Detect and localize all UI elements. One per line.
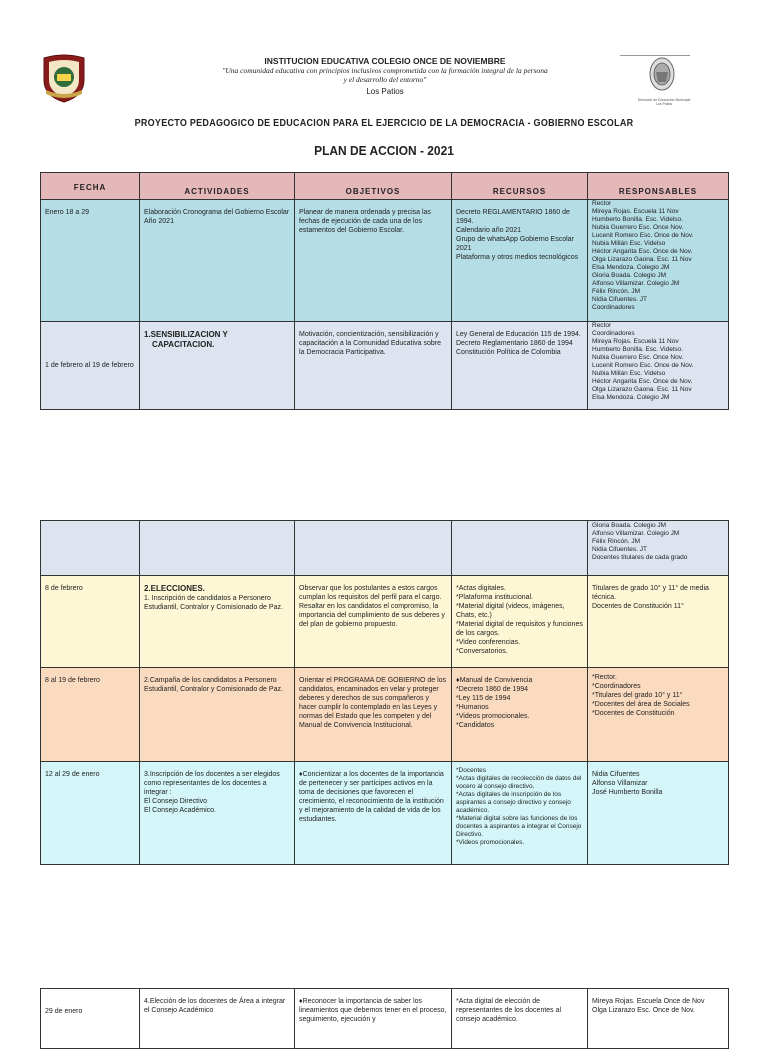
objetivo-cell (295, 521, 452, 576)
actividad-cell: 2.Campaña de los candidatos a Personero Estudiantil, Contralor y Comisionado de Paz. (140, 668, 295, 762)
list-item: *Material digital (videos, imágenes, Chats, etc.) (456, 603, 565, 619)
objetivo-cell: ♦Concientizar a los docentes de la importancia de pertenecer y ser partícipes activos en la toma de decisiones que favorecen el crecimiento, el reconocimiento de la institución y el mejoramiento de la calidad de vida de los estudiantes. (295, 762, 452, 865)
list-item: Rector (592, 200, 612, 207)
section-title: CAPACITACION. (152, 340, 215, 349)
plan-title: PLAN DE ACCION - 2021 (314, 143, 454, 158)
actividad-cell: Elaboración Cronograma del Gobierno Escolar Año 2021 (140, 200, 295, 322)
list-item: Coordinadores (592, 304, 635, 311)
table-row (41, 989, 729, 1049)
list-item: José Humberto Bonilla (592, 789, 663, 796)
fecha-cell: 8 de febrero (41, 576, 140, 668)
list-item: Calendario año 2021 (456, 227, 521, 234)
list-item: Alfonso Villamizar (592, 780, 648, 787)
responsables-cell (588, 668, 729, 762)
list-item: Mireya Rojas. Escuela 11 Nov (592, 208, 679, 215)
list-item: *Docentes (456, 767, 486, 774)
list-item: Docentes de Constitución 11° (592, 603, 684, 610)
list-item: Héctor Angarita Esc. Once de Nov. (592, 248, 693, 255)
list-item: *Actas digitales de recolección de datos del vocero al consejo directivo. (456, 775, 582, 790)
table-row (41, 576, 729, 668)
recursos-cell (452, 668, 588, 762)
list-item: ♦Manual de Convivencia (456, 677, 533, 684)
list-item: Gloria Boada. Colegio JM (592, 272, 667, 279)
list-item: Nubia Guerrero Esc. Once Nov. (592, 354, 684, 361)
list-item: Nidia Cifuentes. JT (592, 296, 647, 303)
action-plan-table-2 (40, 520, 729, 865)
list-item: *Material digital de requisitos y funciones de los cargos. (456, 621, 583, 637)
list-item: Constitución Política de Colombia (456, 349, 561, 356)
list-item: Nidia Cifuentes. JT (592, 546, 647, 553)
fecha-cell (41, 521, 140, 576)
responsables-cell (588, 521, 729, 576)
list-item: *Candidatos (456, 722, 495, 729)
actividad-text: El Consejo Directivo (144, 798, 208, 805)
action-plan-table-3 (40, 988, 729, 1049)
objetivo-cell: Motivación, concientización, sensibilización y capacitación a la Comunidad Educativa sobre la Democracia Participativa. (295, 322, 452, 410)
actividad-text: 1. Inscripción de candidatos a Personero Estudiantil, Contralor y Comisionado de Paz. (144, 595, 283, 611)
list-item: Lucenit Romero Esc. Once de Nov. (592, 232, 694, 239)
list-item: Olga Lizarazo Esc. Once de Nov. (592, 1007, 695, 1014)
actividad-cell (140, 322, 295, 410)
section-title: 2.ELECCIONES. (144, 584, 205, 593)
table-row (41, 668, 729, 762)
list-item: *Docentes de Constitución (592, 710, 675, 717)
column-header-fecha: FECHA (41, 173, 140, 200)
action-plan-table-1 (40, 172, 729, 410)
objetivo-cell: Orientar el PROGRAMA DE GOBIERNO de los candidatos, encaminados en velar y proteger deberes y derechos de sus compañeros y hacer cumplir lo contemplado en las Leyes y normas del Estado que les competen y del Manual de Convivencia Institucional. (295, 668, 452, 762)
recursos-cell (452, 576, 588, 668)
list-item: Elsa Mendoza. Colegio JM (592, 264, 670, 271)
responsables-cell (588, 762, 729, 865)
list-item: Nubia Millán Esc. Videlso (592, 240, 666, 247)
school-crest-logo (40, 52, 88, 104)
fecha-cell: Enero 18 a 29 (41, 200, 140, 322)
fecha-cell: 8 al 19 de febrero (41, 668, 140, 762)
list-item: Nidia Cifuentes (592, 771, 640, 778)
list-item: *Decreto 1860 de 1994 (456, 686, 528, 693)
municipal-education-seal (638, 52, 686, 104)
institution-motto (150, 66, 620, 84)
responsables-cell (588, 989, 729, 1049)
list-item: Alfonso Villamizar. Colegio JM (592, 280, 680, 287)
list-item: Rector (592, 322, 612, 329)
project-title: PROYECTO PEDAGOGICO DE EDUCACION PARA EL EJERCICIO DE LA DEMOCRACIA - GOBIERNO ESCOLAR (134, 118, 634, 129)
list-item: *Docentes del área de Sociales (592, 701, 690, 708)
list-item: Decreto REGLAMENTARIO 1860 de 1994. (456, 209, 570, 225)
list-item: *Rector. (592, 674, 617, 681)
list-item: Olga Lizarazo Gaona. Esc. 11 Nov (592, 256, 692, 263)
list-item: Alfonso Villamizar. Colegio JM (592, 530, 680, 537)
list-item: Decreto Reglamentario 1860 de 1994 (456, 340, 573, 347)
actividad-cell (140, 521, 295, 576)
column-header-responsables: RESPONSABLES (588, 173, 729, 200)
city-name: Los Patios (366, 87, 404, 96)
list-item: Docentes titulares de cada grado (592, 554, 688, 561)
right-logo-caption: Dirección de Educación Municipal Los Patios (637, 98, 691, 106)
list-item: *Conversatorios. (456, 648, 508, 655)
actividad-text: El Consejo Académico. (144, 807, 216, 814)
list-item: Lucenit Romero Esc. Once de Nov. (592, 362, 694, 369)
responsables-cell (588, 322, 729, 410)
list-item: Nubia Millán Esc. Videlso (592, 370, 666, 377)
list-item: Ley General de Educación 115 de 1994. (456, 331, 581, 338)
list-item: Nubia Guerrero Esc. Once Nov. (592, 224, 684, 231)
list-item: *Titulares del grado 10° y 11° (592, 692, 683, 699)
section-title: 1.SENSIBILIZACION Y (144, 330, 228, 339)
list-item: *Videos promocionales. (456, 839, 525, 846)
list-item: *Plataforma institucional. (456, 594, 534, 601)
actividad-cell (140, 576, 295, 668)
list-item: Grupo de whatsApp Gobierno Escolar 2021 (456, 236, 574, 252)
objetivo-cell: Observar que los postulantes a estos cargos cumplan los requisitos del perfil para el cargo. Resaltar en los candidatos el compromiso, la importancia del cumplimiento de sus deberes y del plan de gobierno propuesto. (295, 576, 452, 668)
fecha-cell: 12 al 29 de enero (41, 762, 140, 865)
table-row (41, 762, 729, 865)
list-item: Humberto Bonilla. Esc. Videlso. (592, 346, 683, 353)
objetivo-cell: Planear de manera ordenada y precisa las fechas de ejecución de cada una de los estamentos del Gobierno Escolar. (295, 200, 452, 322)
recursos-cell (452, 762, 588, 865)
list-item: Mireya Rojas. Escuela 11 Nov (592, 338, 679, 345)
list-item: Humberto Bonilla. Esc. Videlso. (592, 216, 683, 223)
recursos-cell (452, 200, 588, 322)
list-item: *Videos promocionales. (456, 713, 530, 720)
institution-name: INSTITUCION EDUCATIVA COLEGIO ONCE DE NOVIEMBRE (264, 56, 506, 66)
responsables-cell (588, 200, 729, 322)
table-row (41, 521, 729, 576)
actividad-cell: 4.Elección de los docentes de Área a integrar el Consejo Académico (140, 989, 295, 1049)
list-item: *Humanos (456, 704, 489, 711)
list-item: Titulares de grado 10° y 11° de media técnica. (592, 585, 709, 601)
column-header-recursos: RECURSOS (452, 173, 588, 200)
actividad-cell (140, 762, 295, 865)
list-item: Gloria Boada. Colegio JM (592, 522, 667, 529)
list-item: Félix Rincón. JM (592, 288, 641, 295)
responsables-cell (588, 576, 729, 668)
list-item: *Material digital sobre las funciones de los docentes a aspirantes a integrar el Consejo Directivo. (456, 815, 582, 838)
table-row (41, 200, 729, 322)
recursos-cell (452, 322, 588, 410)
recursos-cell (452, 521, 588, 576)
actividad-text: 3.Inscripción de los docentes a ser elegidos como representantes de los docentes a integrar : (144, 771, 280, 796)
list-item: *Ley 115 de 1994 (456, 695, 511, 702)
list-item: Héctor Angarita Esc. Once de Nov. (592, 378, 693, 385)
motto-line-2: y el desarrollo del entorno" (343, 75, 427, 84)
table-row (41, 322, 729, 410)
list-item: Elsa Mendoza. Colegio JM (592, 394, 670, 401)
list-item: *Actas digitales de inscripción de los aspirantes a consejo directivo y consejo académico. (456, 791, 571, 814)
motto-line-1: "Una comunidad educativa con principios inclusivos comprometida con la formación integral de la persona (222, 66, 548, 75)
recursos-cell: *Acta digital de elección de representantes de los docentes al consejo académico. (452, 989, 588, 1049)
list-item: Mireya Rojas. Escuela Once de Nov (592, 998, 705, 1005)
list-item: Olga Lizarazo Gaona. Esc. 11 Nov (592, 386, 692, 393)
column-header-objetivos: OBJETIVOS (295, 173, 452, 200)
list-item: Plataforma y otros medios tecnológicos (456, 254, 579, 261)
list-item: *Coordinadores (592, 683, 641, 690)
list-item: *Video conferencias. (456, 639, 521, 646)
objetivo-cell: ♦Reconocer la importancia de saber los lineamientos que debemos tener en el proceso, seguimiento, ejecución y (295, 989, 452, 1049)
column-header-actividades: ACTIVIDADES (140, 173, 295, 200)
list-item: *Actas digitales. (456, 585, 506, 592)
list-item: Coordinadores (592, 330, 635, 337)
list-item: Félix Rincón. JM (592, 538, 641, 545)
fecha-cell: 1 de febrero al 19 de febrero (41, 322, 140, 410)
fecha-cell: 29 de enero (41, 989, 140, 1049)
